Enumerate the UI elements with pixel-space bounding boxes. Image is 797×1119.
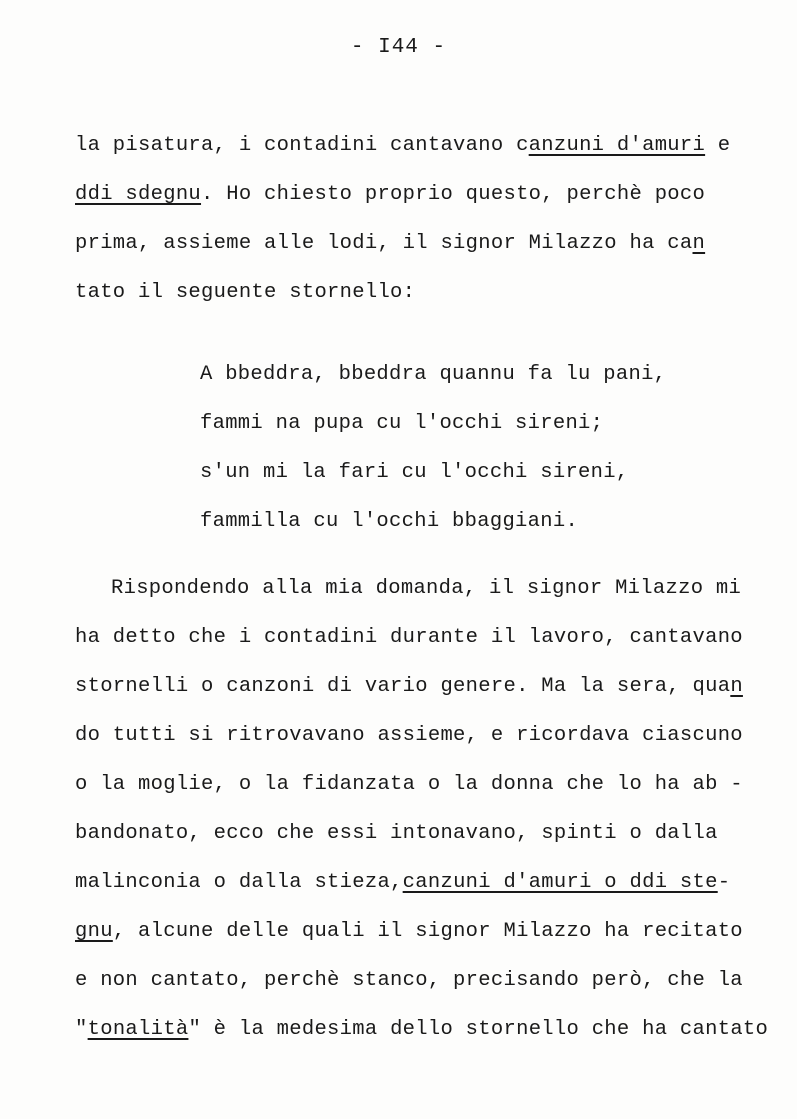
text-run: prima, assieme alle lodi, il signor Milazzo ha ca	[75, 232, 693, 255]
underlined-text: anzuni d'amuri	[528, 134, 706, 157]
underlined-text: n	[692, 232, 706, 255]
paragraph2-line2: ha detto che i contadini durante il lavoro, cantavano	[75, 626, 743, 649]
paragraph2-line3	[75, 675, 743, 698]
paragraph2-line10	[75, 1018, 768, 1041]
text-run: -	[717, 871, 731, 894]
poem-line-3: s'un mi la fari cu l'occhi sireni,	[200, 461, 629, 484]
underlined-text: tonalità	[87, 1018, 189, 1041]
paragraph2-line8	[75, 920, 743, 943]
paragraph2-line4: do tutti si ritrovavano assieme, e ricordava ciascuno	[75, 724, 743, 747]
poem-line-2: fammi na pupa cu l'occhi sireni;	[200, 412, 604, 435]
paragraph1-line2	[75, 183, 705, 206]
paragraph2-line6: bandonato, ecco che essi intonavano, spinti o dalla	[75, 822, 718, 845]
text-run: . Ho chiesto proprio questo, perchè poco	[201, 183, 706, 206]
paragraph2-line9: e non cantato, perchè stanco, precisando però, che la	[75, 969, 743, 992]
text-run: malinconia o dalla stiеza,	[75, 871, 403, 894]
text-run: , alcune delle quali il signor Milazzo ha recitato	[112, 920, 743, 943]
underlined-text: canzuni d'amuri o ddi ste	[402, 871, 718, 894]
text-run: stornelli o canzoni di vario genere. Ma la sera, qua	[75, 675, 731, 698]
paragraph2-line7	[75, 871, 730, 894]
text-run: "	[75, 1018, 88, 1041]
poem-line-1: A bbeddra, bbeddra quannu fa lu pani,	[200, 363, 667, 386]
underlined-text: n	[730, 675, 743, 698]
poem-line-4: fammilla cu l'occhi bbaggiani.	[200, 510, 579, 533]
paragraph1-line1	[75, 134, 730, 157]
underlined-text: ddi sdegnu	[75, 183, 202, 206]
text-run: la pisatura, i contadini cantavano c	[75, 134, 529, 157]
paragraph1-line3	[75, 232, 705, 255]
paragraph2-line1: Rispondendo alla mia domanda, il signor Milazzo mi	[111, 577, 742, 600]
text-run: " è la medesima dello stornello che ha cantato	[188, 1018, 769, 1041]
paragraph1-line4: tato il seguente stornello:	[75, 281, 416, 304]
paragraph2-line5: o la moglie, o la fidanzata o la donna che lo ha ab -	[75, 773, 743, 796]
text-run: e	[705, 134, 731, 157]
underlined-text: gnu	[75, 920, 113, 943]
page-number: - I44 -	[350, 36, 447, 59]
